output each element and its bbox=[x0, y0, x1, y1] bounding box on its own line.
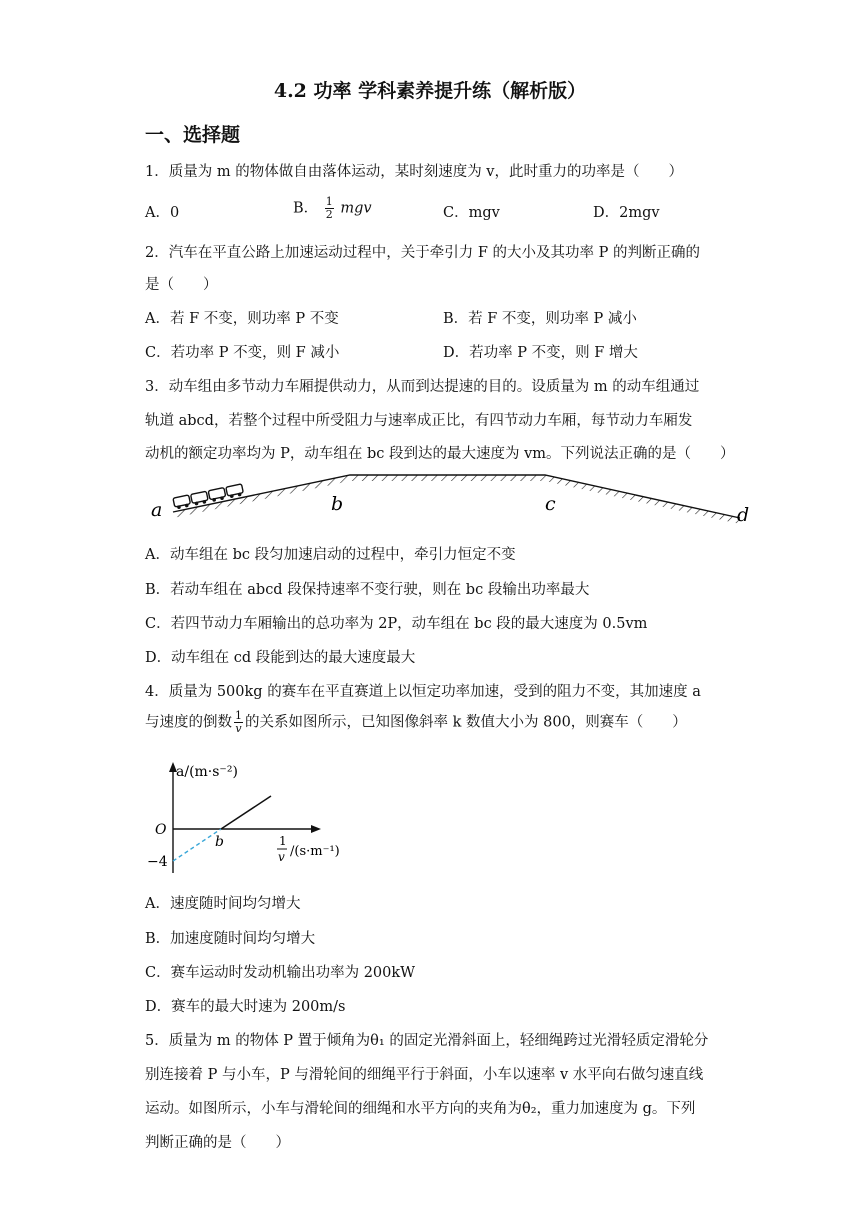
track-label-d: d bbox=[737, 504, 750, 526]
q1-option-a: A．0 bbox=[145, 205, 180, 221]
q4-stem-frac-num: 1 bbox=[235, 709, 242, 722]
graph-origin-label: O bbox=[155, 822, 167, 838]
track-label-a: a bbox=[151, 499, 163, 521]
dashed-extension-line bbox=[173, 829, 221, 861]
q3-option-d: D．动车组在 cd 段能到达的最大速度最大 bbox=[145, 650, 416, 666]
q1-option-b-frac-den: 2 bbox=[325, 208, 333, 221]
q1-option-b-frac-num: 1 bbox=[325, 195, 333, 208]
q4-stem-fraction bbox=[234, 710, 243, 735]
q2-stem-line-2: 是（ ） bbox=[145, 277, 218, 293]
q4-option-a: A．速度随时间均匀增大 bbox=[145, 896, 301, 912]
q2-option-b: B．若 F 不变，则功率 P 减小 bbox=[443, 311, 637, 327]
graph-b-label: b bbox=[215, 834, 224, 850]
q3-stem-line-2: 轨道 abcd，若整个过程中所受阻力与速率成正比，有四节动力车厢，每节动力车厢发 bbox=[145, 413, 693, 429]
q2-stem-line-1: 2．汽车在平直公路上加速运动过程中，关于牵引力 F 的大小及其功率 P 的判断正确的 bbox=[145, 245, 700, 261]
q4-option-b: B．加速度随时间均匀增大 bbox=[145, 931, 316, 947]
q2-option-c: C．若功率 P 不变，则 F 减小 bbox=[145, 345, 340, 361]
x-axis-arrow bbox=[311, 825, 321, 833]
graph-y-label: a/(m·s⁻²) bbox=[176, 764, 238, 780]
graph-x-label-den: v bbox=[278, 850, 285, 864]
graph-x-label-unit: /(s·m⁻¹) bbox=[290, 844, 340, 859]
q1-option-b-fraction bbox=[325, 196, 334, 221]
graph-y-tick: −4 bbox=[147, 854, 168, 870]
q4-option-d: D．赛车的最大时速为 200m/s bbox=[145, 999, 346, 1015]
q3-stem-line-3: 动机的额定功率均为 P，动车组在 bc 段到达的最大速度为 vm。下列说法正确的是（ ） bbox=[145, 446, 735, 462]
track-label-b: b bbox=[331, 493, 344, 515]
graph-x-label-num: 1 bbox=[279, 834, 287, 848]
q3-option-b: B．若动车组在 abcd 段保持速率不变行驶，则在 bc 段输出功率最大 bbox=[145, 582, 590, 598]
track-label-c: c bbox=[545, 493, 556, 515]
q3-stem-line-1: 3．动车组由多节动力车厢提供动力，从而到达提速的目的。设质量为 m 的动车组通过 bbox=[145, 379, 700, 395]
q1-option-c: C．mgv bbox=[443, 205, 500, 221]
q3-option-a: A．动车组在 bc 段匀加速启动的过程中，牵引力恒定不变 bbox=[145, 547, 516, 563]
q4-option-c: C．赛车运动时发动机输出功率为 200kW bbox=[145, 965, 416, 981]
q5-stem-line-1: 5．质量为 m 的物体 P 置于倾角为θ₁ 的固定光滑斜面上，轻细绳跨过光滑轻质定滑轮分 bbox=[145, 1033, 709, 1049]
q4-stem-line-2-post: 的关系如图所示，已知图像斜率 k 数值大小为 800，则赛车（ ） bbox=[245, 714, 687, 731]
q1-option-d: D．2mgv bbox=[593, 205, 660, 221]
acceleration-graph bbox=[145, 758, 355, 878]
graph-line bbox=[221, 796, 271, 829]
q5-stem-line-2: 别连接着 P 与小车，P 与滑轮间的细绳平行于斜面，小车以速率 v 水平向右做匀速直线 bbox=[145, 1067, 704, 1083]
q1-option-b-prefix: B． bbox=[293, 200, 319, 217]
q1-option-b-suffix: mgv bbox=[340, 200, 372, 217]
q5-stem-line-3: 运动。如图所示，小车与滑轮间的细绳和水平方向的夹角为θ₂，重力加速度为 g。下列 bbox=[145, 1101, 696, 1117]
q3-option-c: C．若四节动力车厢输出的总功率为 2P，动车组在 bc 段的最大速度为 0.5vm bbox=[145, 616, 648, 632]
q2-option-a: A．若 F 不变，则功率 P 不变 bbox=[145, 311, 339, 327]
q4-stem-line-1: 4．质量为 500kg 的赛车在平直赛道上以恒定功率加速，受到的阻力不变，其加速度 a bbox=[145, 684, 701, 700]
q2-option-d: D．若功率 P 不变，则 F 增大 bbox=[443, 345, 638, 361]
q4-stem-line-2-pre: 与速度的倒数 bbox=[145, 714, 232, 731]
q1-option-b bbox=[293, 196, 372, 221]
page-title: 4.2 功率 学科素养提升练（解析版） bbox=[273, 80, 587, 102]
track-figure bbox=[145, 470, 755, 530]
q4-stem-line-2 bbox=[145, 710, 687, 735]
q4-stem-frac-den: v bbox=[235, 722, 242, 735]
q1-stem: 1．质量为 m 的物体做自由落体运动，某时刻速度为 v，此时重力的功率是（ ） bbox=[145, 164, 683, 180]
q5-stem-line-4: 判断正确的是（ ） bbox=[145, 1135, 290, 1151]
section-heading: 一、选择题 bbox=[145, 124, 241, 146]
